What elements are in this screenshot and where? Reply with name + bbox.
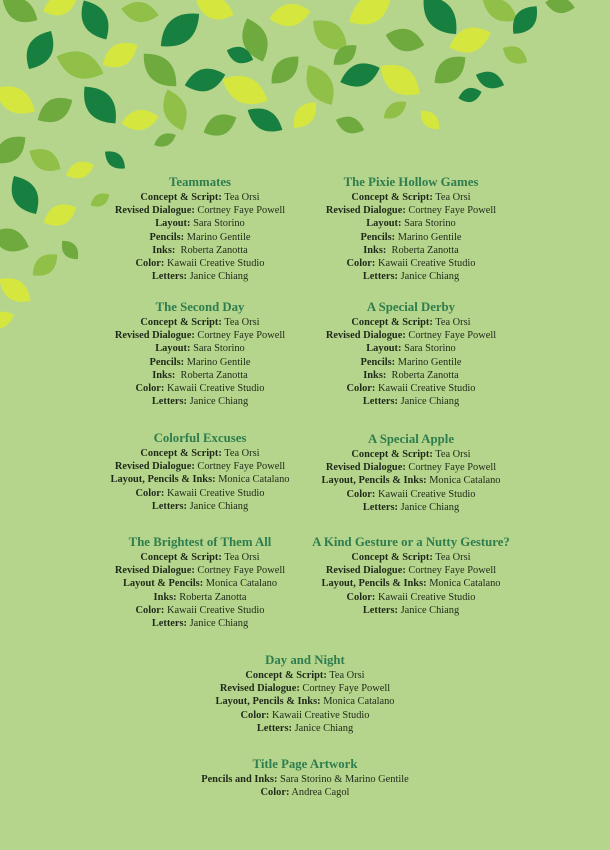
falling-leaves-decoration: [0, 0, 610, 340]
credit-name: Tea Orsi: [221, 448, 260, 459]
leaf-icon: [544, 0, 576, 15]
credit-line: [261, 382, 561, 395]
credit-role: Revised Dialogue:: [219, 683, 300, 695]
credit-name: Janice Chiang: [187, 271, 249, 283]
credit-name: Marino Gentile: [184, 356, 251, 368]
leaf-icon: [298, 59, 342, 111]
leaf-icon: [333, 112, 367, 137]
credit-name: Marino Gentile: [395, 356, 462, 368]
credit-role: Revised Dialogue:: [114, 205, 195, 217]
credit-line: [261, 369, 561, 382]
credit-name: Kawaii Creative Studio: [375, 591, 476, 603]
credit-line: [261, 316, 561, 329]
leaf-icon: [32, 90, 78, 129]
credit-role: Inks:: [363, 369, 387, 381]
credit-role: Letters:: [362, 271, 399, 283]
credit-line: [261, 501, 561, 514]
leaf-icon: [101, 146, 130, 173]
credit-name: Kawaii Creative Studio: [375, 258, 476, 270]
credit-line: [261, 356, 561, 369]
credit-role: Color:: [135, 383, 165, 395]
credit-role: Letters:: [151, 500, 188, 512]
credit-name: Kawaii Creative Studio: [164, 258, 265, 270]
credit-role: Layout:: [155, 343, 191, 355]
credit-name: Sara Storino: [190, 343, 245, 355]
leaf-icon: [383, 24, 427, 56]
leaf-icon: [135, 45, 184, 94]
story-title: The Pixie Hollow Games: [343, 175, 479, 189]
credit-name: Kawaii Creative Studio: [164, 487, 265, 499]
credit-name: Cortney Faye Powell: [194, 565, 286, 577]
credit-name: Roberta Zanotta: [386, 244, 459, 256]
credit-role: Layout, Pencils & Inks:: [110, 474, 216, 486]
leaf-icon: [4, 170, 47, 220]
credit-line: [261, 231, 561, 244]
leaf-icon: [217, 68, 273, 113]
leaf-icon: [0, 78, 41, 122]
credit-name: Sara Storino & Marino Gentile: [277, 774, 409, 785]
credit-role: Letters:: [151, 396, 188, 408]
credit-block-a-special-apple: [261, 431, 561, 514]
credit-name: Monica Catalano: [320, 696, 395, 708]
credit-line: [261, 577, 561, 590]
credit-role: Letters:: [362, 501, 399, 513]
credit-line: [261, 474, 561, 487]
credit-line: [261, 191, 561, 204]
credit-block-title-page-artwork: [155, 756, 455, 799]
credit-role: Letters:: [362, 396, 399, 408]
credit-role: Revised Dialogue:: [325, 205, 406, 217]
credit-name: Cortney Faye Powell: [299, 683, 391, 695]
credit-role: Pencils:: [360, 231, 396, 243]
credit-role: Pencils:: [149, 231, 185, 243]
credit-line: [155, 786, 455, 799]
leaf-icon: [152, 4, 207, 56]
leaf-icon: [499, 41, 531, 69]
credit-name: Monica Catalano: [426, 578, 501, 590]
credit-name: Cortney Faye Powell: [194, 461, 286, 473]
credit-line: [155, 669, 455, 682]
credit-name: Kawaii Creative Studio: [375, 383, 476, 395]
credit-line: [261, 448, 561, 461]
credit-name: Tea Orsi: [326, 670, 365, 681]
leaf-icon: [0, 0, 43, 30]
credit-role: Concept & Script:: [351, 552, 433, 563]
credit-role: Color:: [260, 787, 290, 799]
credit-line: [261, 204, 561, 217]
credit-role: Layout:: [366, 218, 402, 230]
credit-role: Letters:: [362, 604, 399, 616]
credit-line: [261, 257, 561, 270]
leaf-icon: [52, 44, 108, 86]
leaf-icon: [380, 96, 411, 124]
credit-name: Roberta Zanotta: [175, 244, 248, 256]
leaf-icon: [19, 25, 62, 75]
credit-role: Revised Dialogue:: [114, 461, 195, 473]
credit-name: Sara Storino: [190, 218, 245, 230]
credit-line: [50, 617, 350, 630]
story-title: Colorful Excuses: [153, 431, 247, 445]
leaf-icon: [0, 307, 17, 332]
credit-block-the-pixie-hollow-games: [261, 174, 561, 283]
credit-line: [261, 270, 561, 283]
story-title: The Brightest of Them All: [128, 535, 272, 549]
credit-role: Revised Dialogue:: [325, 330, 406, 342]
credit-name: Marino Gentile: [184, 231, 251, 243]
credit-line: [261, 342, 561, 355]
leaf-icon: [267, 1, 312, 30]
credit-role: Layout:: [155, 218, 191, 230]
credit-role: Color:: [135, 487, 165, 499]
credit-name: Janice Chiang: [398, 396, 460, 408]
leaf-icon: [199, 108, 240, 141]
credit-role: Concept & Script:: [351, 449, 433, 460]
credit-name: Tea Orsi: [221, 192, 260, 203]
credit-name: Tea Orsi: [221, 552, 260, 563]
credit-role: Concept & Script:: [351, 192, 433, 203]
leaf-icon: [97, 35, 143, 74]
story-title: A Special Derby: [366, 300, 456, 314]
credit-name: Tea Orsi: [221, 317, 260, 328]
credit-role: Concept & Script:: [140, 448, 222, 459]
credit-name: Janice Chiang: [187, 618, 249, 630]
story-title: Title Page Artwork: [252, 757, 358, 771]
credit-role: Concept & Script:: [140, 192, 222, 203]
leaf-icon: [0, 271, 36, 309]
credit-name: Kawaii Creative Studio: [164, 604, 265, 616]
credit-name: Roberta Zanotta: [175, 369, 248, 381]
credit-role: Layout, Pencils & Inks:: [215, 696, 321, 708]
story-title: The Second Day: [155, 300, 245, 314]
story-title: Day and Night: [265, 653, 345, 667]
leaf-icon: [73, 0, 116, 45]
credit-role: Concept & Script:: [140, 317, 222, 328]
leaf-icon: [24, 142, 65, 177]
leaf-icon: [75, 78, 126, 131]
credit-line: [261, 591, 561, 604]
credit-role: Color:: [135, 604, 165, 616]
credit-role: Layout:: [366, 343, 402, 355]
credit-line: [261, 395, 561, 408]
credit-role: Color:: [346, 591, 376, 603]
credit-role: Revised Dialogue:: [325, 462, 406, 474]
leaf-icon: [182, 64, 228, 96]
credit-role: Inks:: [153, 591, 177, 603]
credit-name: Cortney Faye Powell: [405, 565, 497, 577]
credit-role: Color:: [135, 258, 165, 270]
credit-role: Letters:: [151, 271, 188, 283]
credit-role: Pencils:: [360, 356, 396, 368]
leaf-icon: [287, 96, 323, 134]
credit-line: [261, 564, 561, 577]
credit-line: [261, 461, 561, 474]
credit-role: Color:: [346, 488, 376, 500]
credit-role: Concept & Script:: [245, 670, 327, 681]
credit-role: Revised Dialogue:: [325, 565, 406, 577]
credit-line: [155, 709, 455, 722]
leaf-icon: [192, 0, 237, 25]
leaf-icon: [157, 86, 193, 135]
credit-name: Marino Gentile: [395, 231, 462, 243]
credit-name: Monica Catalano: [426, 475, 501, 487]
leaf-icon: [457, 85, 484, 105]
leaf-icon: [473, 67, 507, 92]
credit-name: Andrea Cagol: [289, 787, 350, 799]
credit-block-a-kind-gesture-or-a-nutty-gesture: [261, 534, 561, 617]
leaf-icon: [264, 49, 305, 90]
credit-line: [261, 217, 561, 230]
credit-name: Janice Chiang: [187, 396, 249, 408]
credit-name: Janice Chiang: [398, 501, 460, 513]
credit-role: Pencils and Inks:: [201, 774, 278, 785]
credit-line: [261, 244, 561, 257]
credit-role: Inks:: [152, 369, 176, 381]
credit-role: Concept & Script:: [140, 552, 222, 563]
credit-name: Monica Catalano: [215, 474, 290, 486]
credit-name: Janice Chiang: [398, 271, 460, 283]
credit-name: Janice Chiang: [398, 604, 460, 616]
credit-name: Janice Chiang: [187, 500, 249, 512]
credit-role: Layout, Pencils & Inks:: [321, 475, 427, 487]
credit-name: Roberta Zanotta: [176, 591, 247, 603]
credit-line: [155, 722, 455, 735]
leaf-icon: [120, 107, 161, 133]
story-title: Teammates: [168, 175, 232, 189]
credit-line: [155, 773, 455, 786]
credit-name: Cortney Faye Powell: [405, 330, 497, 342]
credit-name: Tea Orsi: [432, 552, 471, 563]
credit-role: Concept & Script:: [351, 317, 433, 328]
credit-role: Color:: [240, 709, 270, 721]
credit-role: Layout, Pencils & Inks:: [321, 578, 427, 590]
credit-name: Cortney Faye Powell: [194, 330, 286, 342]
credit-name: Cortney Faye Powell: [405, 205, 497, 217]
credit-name: Sara Storino: [401, 343, 456, 355]
credit-role: Inks:: [363, 244, 387, 256]
credit-name: Roberta Zanotta: [386, 369, 459, 381]
credit-name: Cortney Faye Powell: [405, 462, 497, 474]
credit-name: Janice Chiang: [292, 722, 354, 734]
credit-role: Pencils:: [149, 356, 185, 368]
credit-line: [155, 695, 455, 708]
leaf-icon: [0, 223, 33, 257]
leaf-icon: [416, 106, 444, 134]
leaf-icon: [243, 101, 288, 138]
credit-role: Color:: [346, 383, 376, 395]
credit-name: Tea Orsi: [432, 449, 471, 460]
credit-line: [261, 604, 561, 617]
credit-role: Layout & Pencils:: [122, 578, 204, 590]
credit-role: Inks:: [152, 244, 176, 256]
credit-line: [261, 551, 561, 564]
credit-block-a-special-derby: [261, 299, 561, 408]
credit-line: [261, 488, 561, 501]
leaf-icon: [373, 56, 427, 105]
credit-role: Color:: [346, 258, 376, 270]
story-title: A Kind Gesture or a Nutty Gesture?: [312, 535, 510, 549]
credit-role: Letters:: [151, 618, 188, 630]
credit-name: Sara Storino: [401, 218, 456, 230]
credit-name: Kawaii Creative Studio: [269, 709, 370, 721]
leaf-icon: [0, 129, 32, 172]
credit-name: Kawaii Creative Studio: [375, 488, 476, 500]
credit-name: Tea Orsi: [432, 192, 471, 203]
credit-line: [155, 682, 455, 695]
credit-name: Tea Orsi: [432, 317, 471, 328]
credit-role: Revised Dialogue:: [114, 330, 195, 342]
credit-block-day-and-night: [155, 652, 455, 735]
leaf-icon: [343, 0, 398, 33]
credit-name: Cortney Faye Powell: [194, 205, 286, 217]
credit-line: [261, 329, 561, 342]
leaf-icon: [120, 0, 161, 25]
credit-name: Monica Catalano: [203, 578, 278, 590]
credit-role: Revised Dialogue:: [114, 565, 195, 577]
story-title: A Special Apple: [367, 432, 455, 446]
credit-role: Letters:: [256, 722, 293, 734]
leaf-icon: [40, 0, 81, 21]
credit-name: Kawaii Creative Studio: [164, 383, 265, 395]
leaf-icon: [428, 49, 473, 92]
leaf-icon: [152, 129, 179, 150]
